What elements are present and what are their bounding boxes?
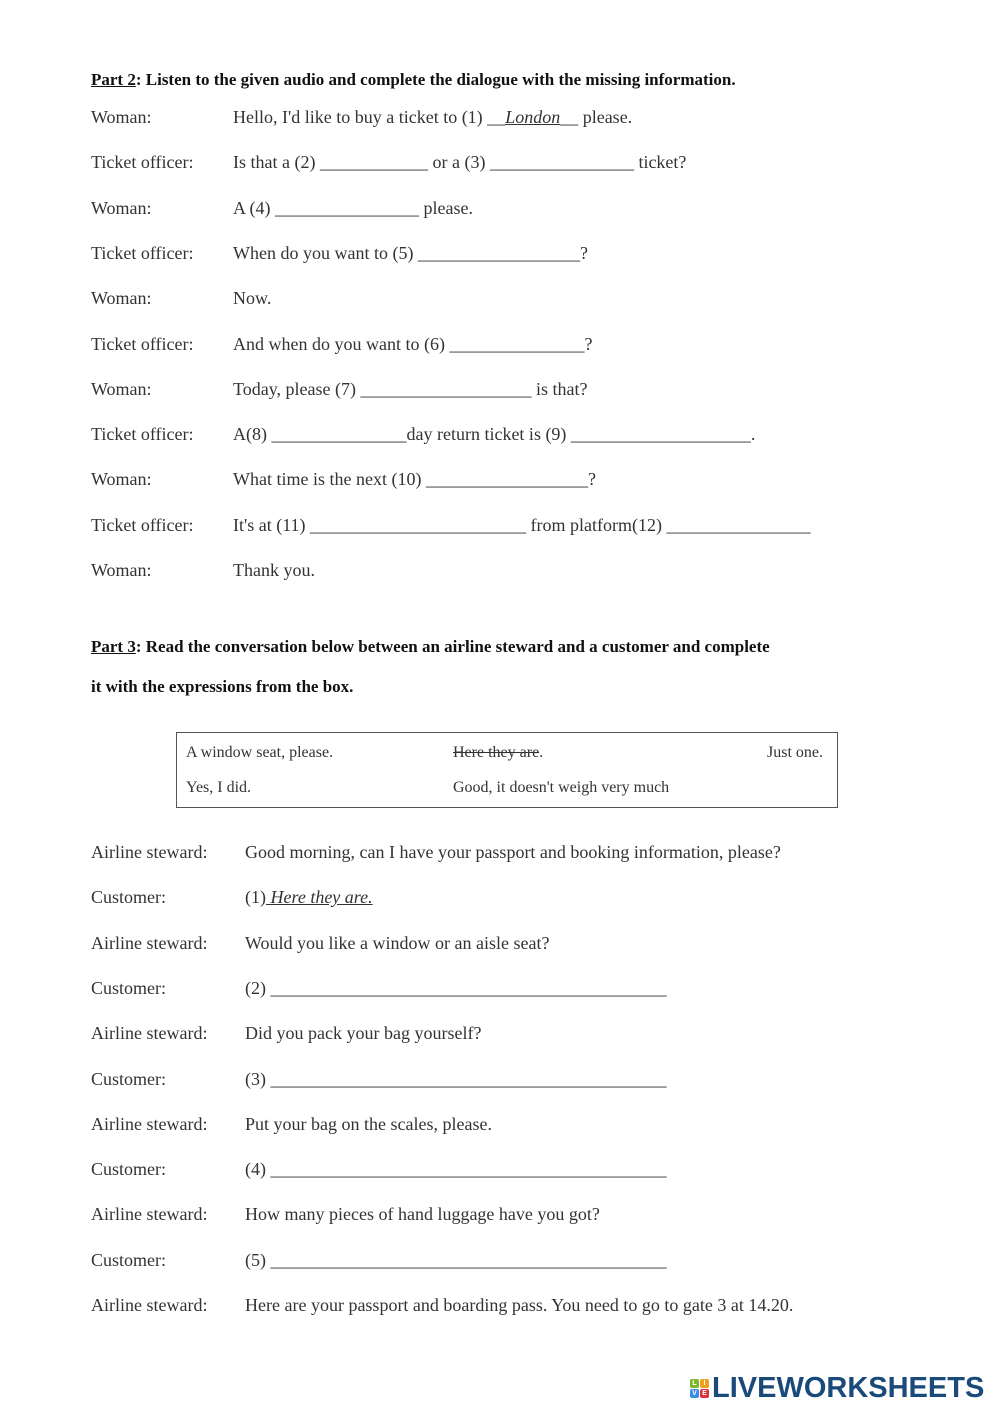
- line-text: [245, 978, 667, 1008]
- logo-wordmark: LIVEWORKSHEETS: [712, 1372, 985, 1404]
- line-text-before: And when do you want to (6) _______________?: [233, 333, 593, 354]
- line-text-before: Put your bag on the scales, please.: [245, 1113, 492, 1134]
- speaker-label: Customer:: [91, 1249, 166, 1270]
- part2-heading: [91, 70, 736, 90]
- line-text: [233, 288, 271, 318]
- box-expression: Just one.: [767, 744, 823, 761]
- speaker-label: Customer:: [91, 887, 166, 908]
- line-text-before: Did you pack your bag yourself?: [245, 1023, 482, 1044]
- dialogue-line: [91, 424, 755, 454]
- box-expression: A window seat, please.: [186, 744, 334, 761]
- dialogue-line: [91, 1159, 667, 1189]
- part3-instruction-line1: : Read the conversation below between an airline steward and a customer and complete: [135, 637, 770, 656]
- dialogue-line: [91, 560, 315, 590]
- part3-heading: [91, 637, 770, 657]
- line-text-before: When do you want to (5) __________________?: [233, 242, 588, 263]
- line-text-before: What time is the next (10) __________________?: [233, 469, 596, 490]
- line-text: [245, 842, 781, 872]
- speaker-label: Ticket officer:: [91, 333, 194, 354]
- line-text: [245, 933, 549, 963]
- line-text-before: A (4) ________________ please.: [233, 197, 473, 218]
- speaker-label: Woman:: [91, 378, 152, 399]
- dialogue-line: [91, 978, 667, 1008]
- dialogue-line: [91, 887, 373, 917]
- speaker-label: Airline steward:: [91, 1204, 208, 1225]
- line-text: [245, 887, 373, 917]
- dialogue-line: [91, 1204, 600, 1234]
- line-text-before: (4) ____________________________________________: [245, 1159, 667, 1180]
- logo-cubes-icon: L I V E: [690, 1379, 709, 1398]
- liveworksheets-logo: [690, 1372, 984, 1405]
- line-text: [245, 1114, 492, 1144]
- line-text: [233, 152, 686, 182]
- expression-box: [176, 732, 838, 808]
- line-text: [245, 1159, 667, 1189]
- dialogue-line: [91, 152, 686, 182]
- line-text-before: Is that a (2) ____________ or a (3) ________________ ticket?: [233, 152, 687, 173]
- line-text: [245, 1069, 667, 1099]
- speaker-label: Customer:: [91, 1068, 166, 1089]
- line-text: [233, 560, 315, 590]
- box-expression-used: [453, 744, 543, 762]
- speaker-label: Woman:: [91, 107, 152, 127]
- answer-text: London: [505, 107, 561, 127]
- part3-label: Part 3: [91, 637, 136, 656]
- dialogue-line: [91, 288, 271, 318]
- line-text-before: Good morning, can I have your passport and booking information, please?: [245, 842, 781, 862]
- speaker-label: Ticket officer:: [91, 242, 194, 263]
- dialogue-line: [91, 1114, 492, 1144]
- line-text-after: __ please.: [560, 107, 633, 127]
- line-text: [233, 243, 588, 273]
- line-text: [233, 334, 592, 364]
- speaker-label: Woman:: [91, 469, 152, 490]
- speaker-label: Woman:: [91, 197, 152, 218]
- line-text: [233, 515, 811, 545]
- speaker-label: Ticket officer:: [91, 514, 194, 535]
- dialogue-line: [91, 334, 592, 364]
- part2-label: Part 2: [91, 70, 136, 89]
- line-text-before: (2) ____________________________________________: [245, 977, 667, 998]
- line-text: [233, 107, 632, 137]
- dialogue-line: [91, 1250, 667, 1280]
- dialogue-line: [91, 198, 473, 228]
- dialogue-line: [91, 243, 588, 273]
- line-text-before: Today, please (7) ___________________ is that?: [233, 378, 588, 399]
- struck-expression: Here they are: [453, 744, 540, 761]
- box-expression: Good, it doesn't weigh very much: [453, 779, 670, 796]
- dialogue-line: [91, 379, 588, 409]
- line-text-before: Would you like a window or an aisle seat?: [245, 932, 550, 953]
- dialogue-line: [91, 1023, 481, 1053]
- line-text-before: It's at (11) ________________________ from platform(12) ________________: [233, 514, 811, 535]
- speaker-label: Airline steward:: [91, 1023, 208, 1044]
- dialogue-line: [91, 107, 632, 137]
- answer-text: Here they are.: [266, 887, 373, 908]
- line-text-before: How many pieces of hand luggage have you got?: [245, 1204, 600, 1225]
- line-text-before: (1): [245, 887, 266, 908]
- line-text: [245, 1295, 793, 1325]
- line-text: [245, 1250, 667, 1280]
- line-text: [233, 469, 596, 499]
- dialogue-line: [91, 842, 781, 872]
- box-expression: Yes, I did.: [186, 779, 252, 796]
- line-text-before: Hello, I'd like to buy a ticket to (1) __: [233, 107, 506, 127]
- speaker-label: Customer:: [91, 977, 166, 998]
- speaker-label: Woman:: [91, 560, 152, 580]
- part3-instruction-line2: it with the expressions from the box.: [91, 677, 354, 696]
- line-text: [233, 379, 588, 409]
- line-text-before: Thank you.: [233, 560, 315, 580]
- line-text-before: (5) ____________________________________________: [245, 1249, 667, 1270]
- line-text: [233, 198, 473, 228]
- speaker-label: Woman:: [91, 288, 152, 309]
- speaker-label: Airline steward:: [91, 1113, 208, 1134]
- part2-instruction: : Listen to the given audio and complete the dialogue with the missing information.: [135, 70, 736, 89]
- line-text: [245, 1204, 600, 1234]
- dialogue-line: [91, 933, 549, 963]
- line-text-before: A(8) _______________day return ticket is (9) ____________________.: [233, 424, 756, 445]
- speaker-label: Customer:: [91, 1159, 166, 1180]
- speaker-label: Ticket officer:: [91, 424, 194, 445]
- dialogue-line: [91, 1295, 793, 1325]
- period: .: [539, 744, 544, 761]
- dialogue-line: [91, 469, 596, 499]
- line-text: [233, 424, 755, 454]
- dialogue-line: [91, 1069, 667, 1099]
- speaker-label: Airline steward:: [91, 1295, 208, 1315]
- line-text-before: Here are your passport and boarding pass. You need to go to gate 3 at 14.20.: [245, 1295, 794, 1315]
- speaker-label: Airline steward:: [91, 932, 208, 953]
- line-text-before: Now.: [233, 288, 272, 309]
- speaker-label: Airline steward:: [91, 842, 208, 862]
- speaker-label: Ticket officer:: [91, 152, 194, 173]
- line-text-before: (3) ____________________________________________: [245, 1068, 667, 1089]
- line-text: [245, 1023, 481, 1053]
- dialogue-line: [91, 515, 811, 545]
